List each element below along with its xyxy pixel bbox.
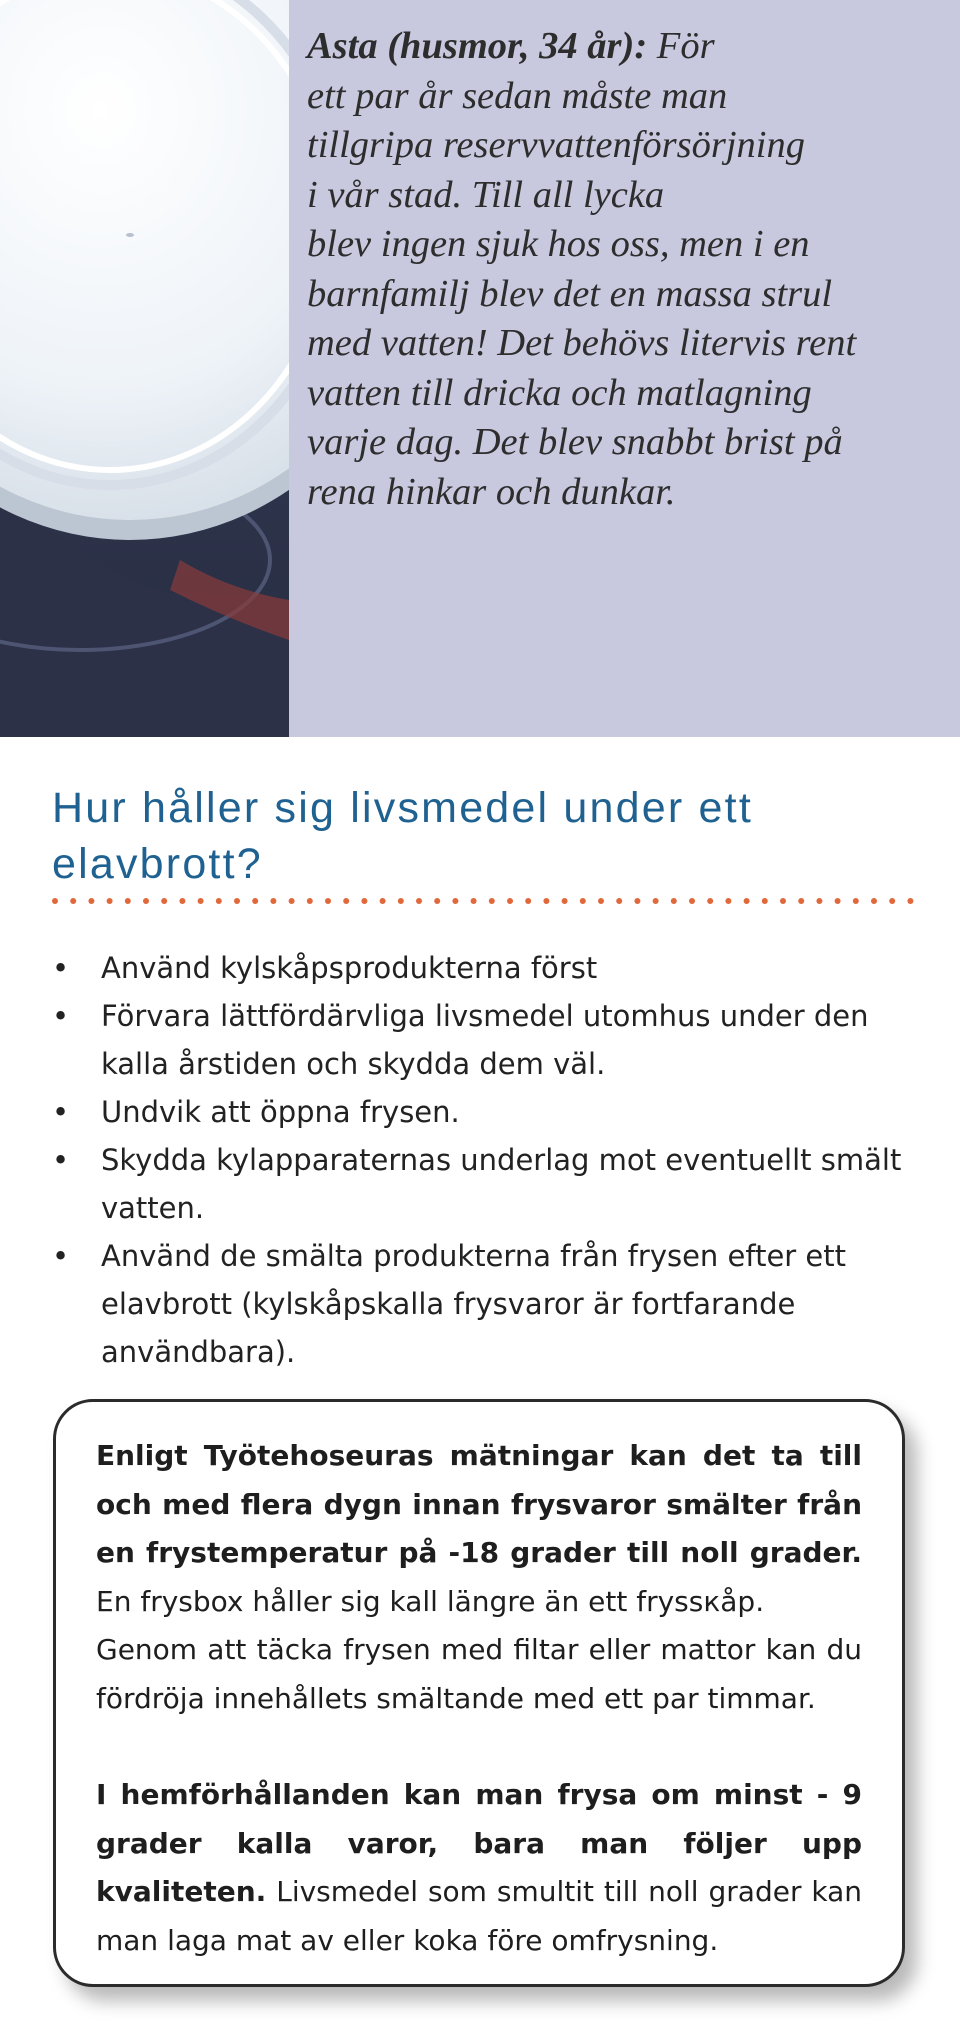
bullet-dot: • <box>52 951 70 985</box>
divider-dot <box>671 898 677 904</box>
divider-dot <box>88 898 94 904</box>
divider-dot <box>380 898 386 904</box>
list-item-text: Använd kylskåpsprodukterna först <box>101 951 598 985</box>
section-heading: Hur håller sig livsmedel under ett elavbrott? <box>52 784 753 888</box>
bucket-lid-photo <box>0 0 289 737</box>
divider-dot <box>198 898 204 904</box>
list-item <box>52 992 932 1088</box>
hero-section <box>0 0 960 737</box>
divider-dot <box>125 898 131 904</box>
divider-dot <box>343 898 349 904</box>
dotted-divider <box>52 896 922 906</box>
divider-dot <box>798 898 804 904</box>
divider-dot <box>325 898 331 904</box>
quote-text: För ett par år sedan måste man tillgripa reservvattenförsörjning i vår stad. Till all lycka blev ingen sjuk hos oss, men i en barnfamilj blev det en massa strul med vatten! Det behövs litervis rent vatten till dricka och matlagning varje dag. Det blev snabbt brist på rena hinkar och dunkar. <box>307 25 857 513</box>
divider-dot <box>289 898 295 904</box>
divider-dot <box>234 898 240 904</box>
divider-dot <box>889 898 895 904</box>
divider-dot <box>634 898 640 904</box>
list-item <box>52 944 932 992</box>
info-box <box>53 1399 905 1987</box>
divider-dot <box>835 898 841 904</box>
info-p2-rest: Livsmedel som smultit till noll grader kan man laga mat av eller koka före omfrysning. <box>96 1875 862 1957</box>
divider-dot <box>580 898 586 904</box>
info-paragraph-2 <box>96 1771 862 1965</box>
divider-dot <box>871 898 877 904</box>
bullet-dot: • <box>52 1143 70 1177</box>
bullet-dot: • <box>52 1095 70 1129</box>
divider-dot <box>507 898 513 904</box>
divider-dot <box>70 898 76 904</box>
info-p1-bold: Enligt Työtehoseuras mätningar kan det ta till och med flera dygn innan frysvaror smälter från en frystemperatur på -18 grader till noll grader. <box>96 1439 862 1569</box>
divider-dot <box>816 898 822 904</box>
testimonial-quote <box>307 22 920 517</box>
divider-dot <box>52 898 58 904</box>
quote-speaker: Asta (husmor, 34 år): <box>307 25 648 67</box>
tips-list <box>52 944 932 1376</box>
divider-dot <box>489 898 495 904</box>
list-item-text: Förvara lättfördärvliga livsmedel utomhus under den kalla årstiden och skydda dem väl. <box>101 999 869 1081</box>
list-item-text: Undvik att öppna frysen. <box>101 1095 460 1129</box>
divider-dot <box>525 898 531 904</box>
divider-dot <box>471 898 477 904</box>
divider-dot <box>616 898 622 904</box>
divider-dot <box>398 898 404 904</box>
info-p2-bold: I hemförhållanden kan man frysa om minst - 9 grader kalla varor, bara man följer upp kvaliteten. <box>96 1778 862 1908</box>
divider-dot <box>161 898 167 904</box>
divider-dot <box>543 898 549 904</box>
divider-dot <box>744 898 750 904</box>
bullet-dot: • <box>52 999 70 1033</box>
quote-panel <box>289 0 960 737</box>
paragraph-spacer <box>96 1723 862 1771</box>
divider-dot <box>562 898 568 904</box>
info-p1-line2: Genom att täcka frysen med filtar eller mattor kan du fördröja innehållets smältande med ett par timmar. <box>96 1633 862 1715</box>
bullet-dot: • <box>52 1239 70 1273</box>
divider-dot <box>707 898 713 904</box>
divider-dot <box>252 898 258 904</box>
info-paragraph-1 <box>96 1432 862 1723</box>
divider-dot <box>434 898 440 904</box>
divider-dot <box>416 898 422 904</box>
info-p1-rest: En frysbox håller sig kall längre än ett fryssкåp. <box>96 1584 765 1618</box>
list-item <box>52 1088 932 1136</box>
list-item-text: Använd de smälta produkterna från frysen efter ett elavbrott (kylskåpskalla frysvaror är fortfarande användbara). <box>101 1239 847 1369</box>
divider-dot <box>107 898 113 904</box>
list-item <box>52 1232 932 1376</box>
divider-dot <box>143 898 149 904</box>
divider-dot <box>216 898 222 904</box>
divider-dot <box>270 898 276 904</box>
list-item-text: Skydda kylapparaternas underlag mot eventuellt smält vatten. <box>101 1143 902 1225</box>
divider-dot <box>452 898 458 904</box>
divider-dot <box>762 898 768 904</box>
divider-dot <box>598 898 604 904</box>
divider-dot <box>179 898 185 904</box>
list-item <box>52 1136 932 1232</box>
divider-dot <box>689 898 695 904</box>
divider-dot <box>725 898 731 904</box>
bucket-lid-illustration <box>0 0 289 737</box>
divider-dot <box>780 898 786 904</box>
divider-dot <box>361 898 367 904</box>
divider-dot <box>653 898 659 904</box>
divider-dot <box>853 898 859 904</box>
divider-dot <box>307 898 313 904</box>
divider-dot <box>907 898 913 904</box>
